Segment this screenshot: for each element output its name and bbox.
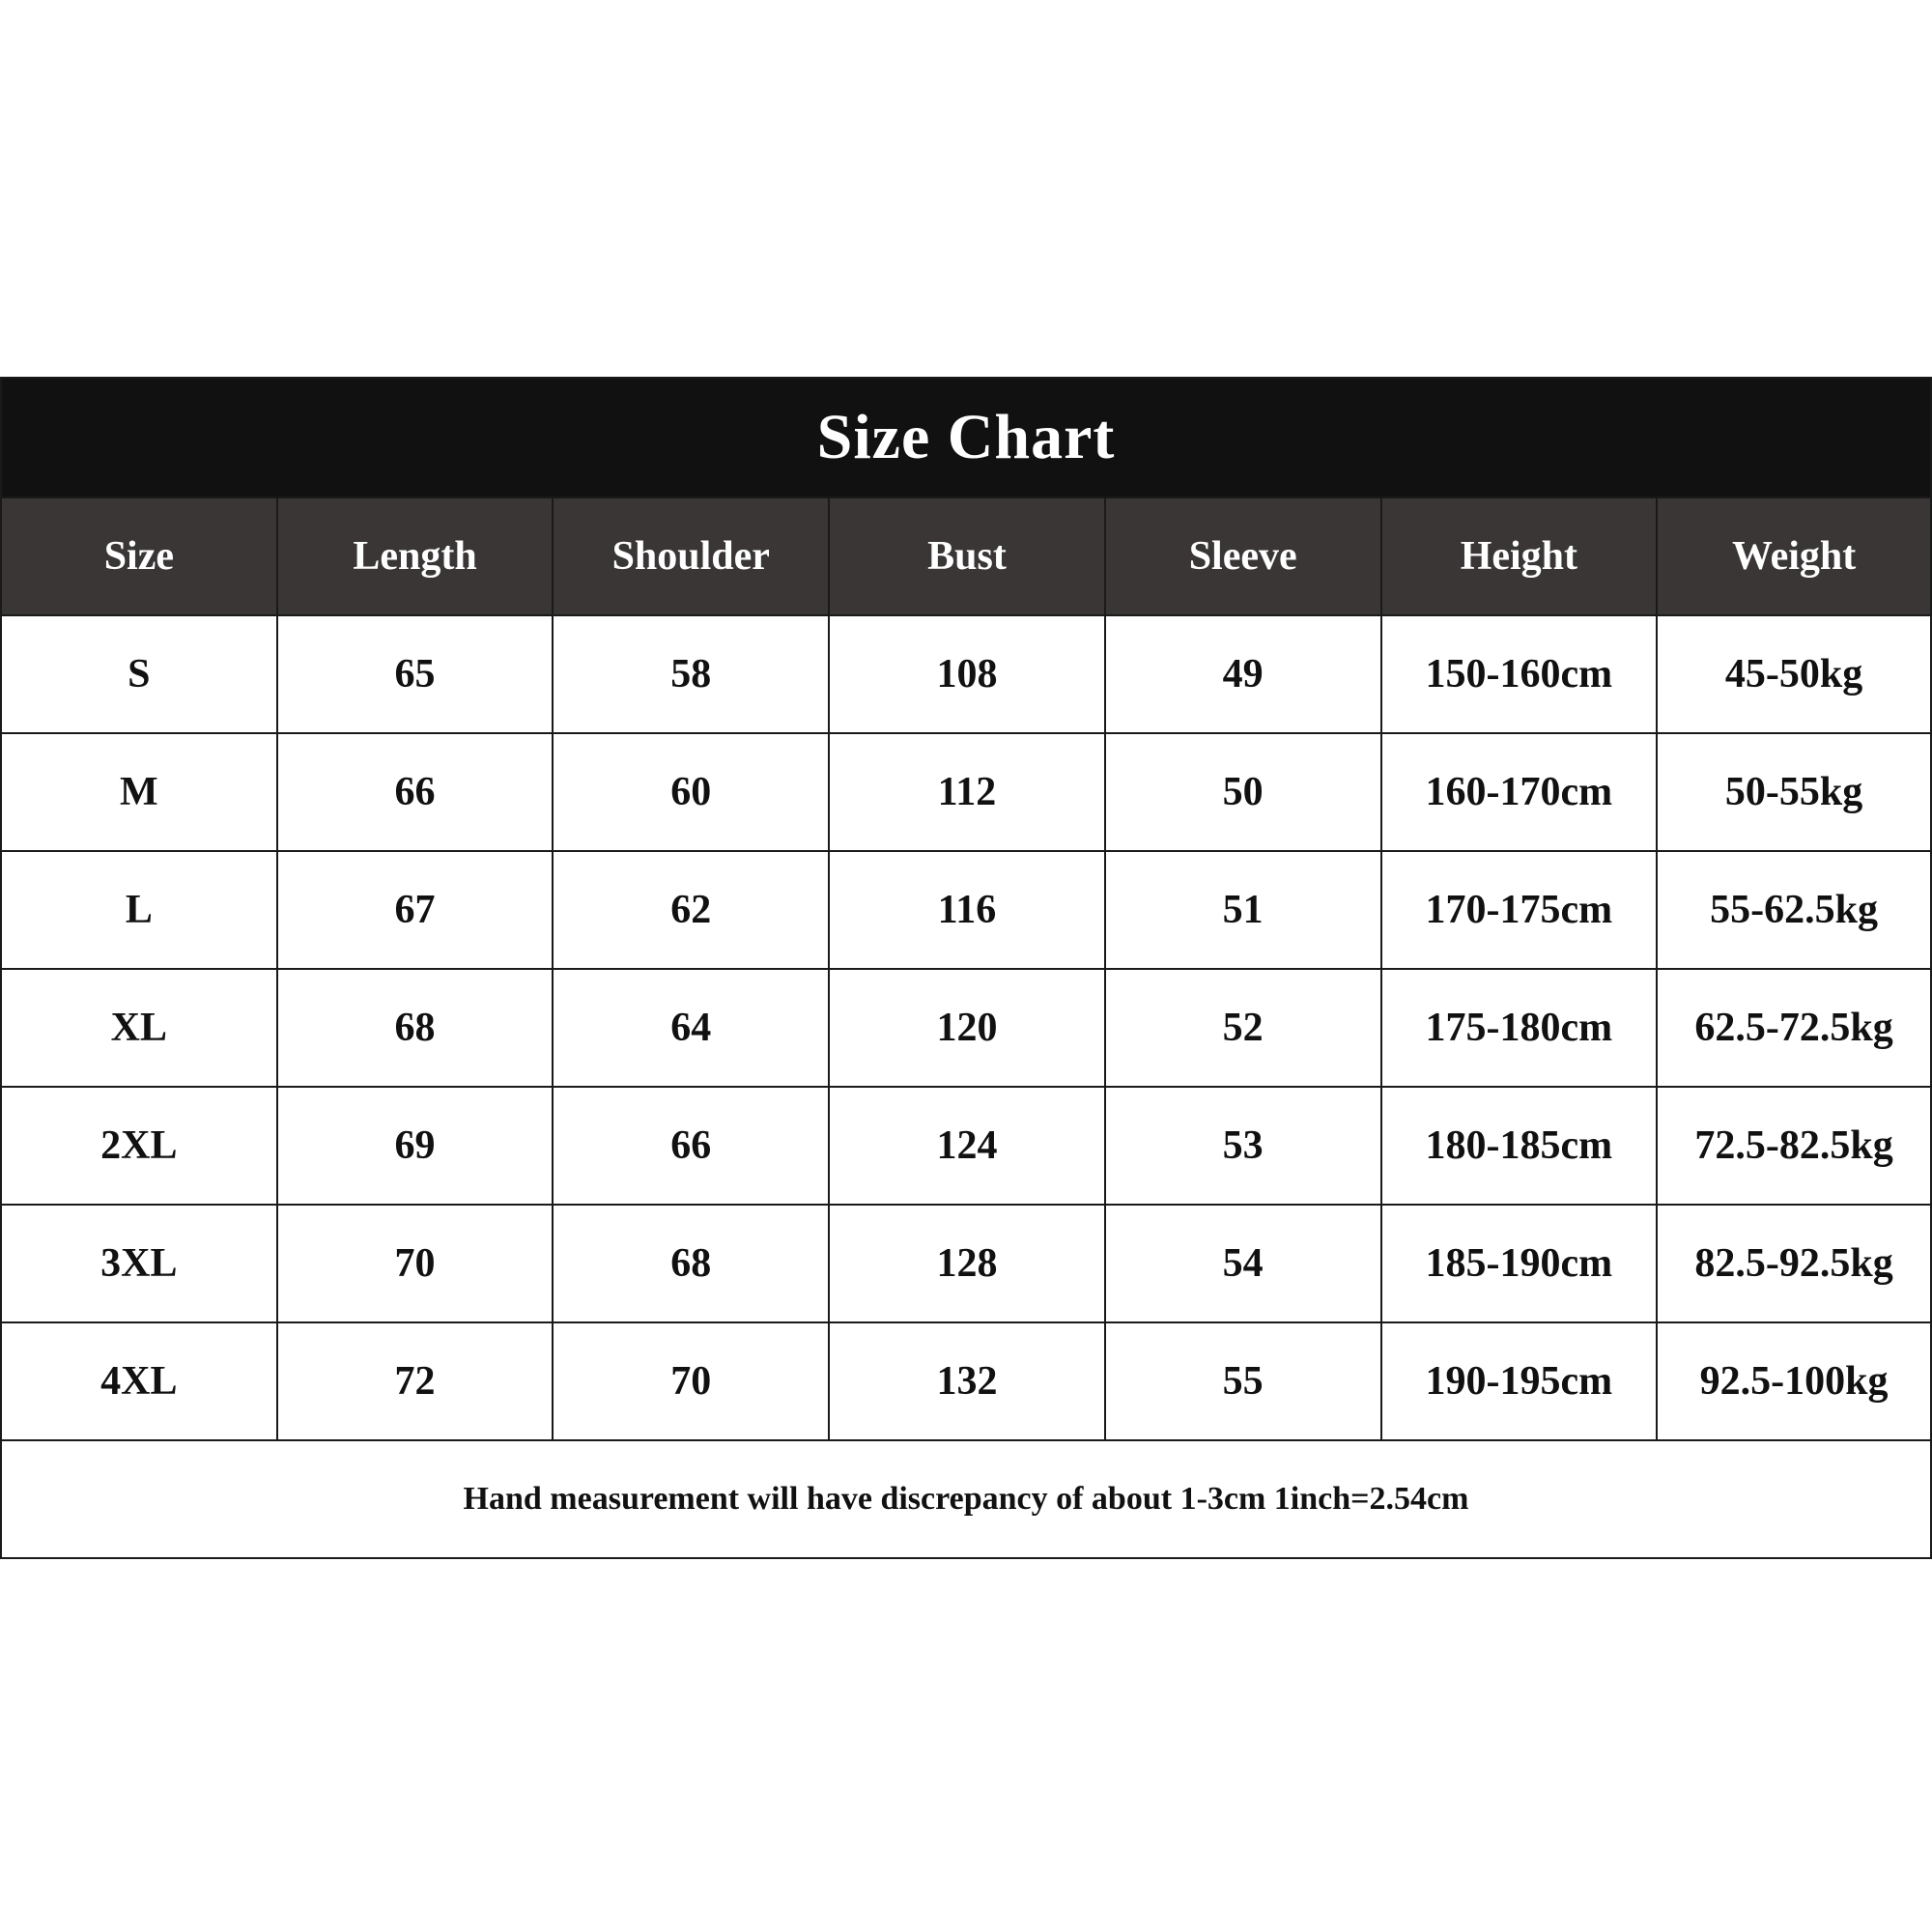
weight-cell: 62.5-72.5kg [1657, 969, 1931, 1087]
table-row [1, 1205, 1931, 1322]
shoulder-cell: 68 [553, 1205, 829, 1322]
size-cell: 4XL [1, 1322, 277, 1440]
length-cell: 70 [277, 1205, 554, 1322]
sleeve-cell: 51 [1105, 851, 1381, 969]
size-cell: M [1, 733, 277, 851]
height-cell: 160-170cm [1381, 733, 1658, 851]
table-row [1, 615, 1931, 733]
shoulder-cell: 64 [553, 969, 829, 1087]
column-header-bust: Bust [829, 497, 1105, 615]
length-cell: 65 [277, 615, 554, 733]
size-cell: 2XL [1, 1087, 277, 1205]
sleeve-cell: 50 [1105, 733, 1381, 851]
table-row [1, 1087, 1931, 1205]
chart-title: Size Chart [1, 378, 1931, 497]
table-row [1, 969, 1931, 1087]
length-cell: 68 [277, 969, 554, 1087]
weight-cell: 82.5-92.5kg [1657, 1205, 1931, 1322]
shoulder-cell: 62 [553, 851, 829, 969]
height-cell: 190-195cm [1381, 1322, 1658, 1440]
height-cell: 180-185cm [1381, 1087, 1658, 1205]
table-row [1, 1322, 1931, 1440]
column-header-size: Size [1, 497, 277, 615]
height-cell: 185-190cm [1381, 1205, 1658, 1322]
weight-cell: 50-55kg [1657, 733, 1931, 851]
size-cell: S [1, 615, 277, 733]
length-cell: 69 [277, 1087, 554, 1205]
column-header-sleeve: Sleeve [1105, 497, 1381, 615]
column-header-length: Length [277, 497, 554, 615]
column-header-height: Height [1381, 497, 1658, 615]
sleeve-cell: 55 [1105, 1322, 1381, 1440]
weight-cell: 92.5-100kg [1657, 1322, 1931, 1440]
bust-cell: 116 [829, 851, 1105, 969]
size-cell: L [1, 851, 277, 969]
shoulder-cell: 70 [553, 1322, 829, 1440]
size-chart-table [0, 377, 1932, 1559]
bust-cell: 108 [829, 615, 1105, 733]
table-row [1, 733, 1931, 851]
sleeve-cell: 54 [1105, 1205, 1381, 1322]
height-cell: 175-180cm [1381, 969, 1658, 1087]
height-cell: 170-175cm [1381, 851, 1658, 969]
shoulder-cell: 60 [553, 733, 829, 851]
height-cell: 150-160cm [1381, 615, 1658, 733]
shoulder-cell: 58 [553, 615, 829, 733]
length-cell: 72 [277, 1322, 554, 1440]
column-header-weight: Weight [1657, 497, 1931, 615]
measurement-note: Hand measurement will have discrepancy of about 1-3cm 1inch=2.54cm [1, 1440, 1931, 1558]
header-row [1, 497, 1931, 615]
weight-cell: 72.5-82.5kg [1657, 1087, 1931, 1205]
bust-cell: 132 [829, 1322, 1105, 1440]
size-cell: XL [1, 969, 277, 1087]
sleeve-cell: 52 [1105, 969, 1381, 1087]
sleeve-cell: 49 [1105, 615, 1381, 733]
sleeve-cell: 53 [1105, 1087, 1381, 1205]
size-cell: 3XL [1, 1205, 277, 1322]
column-header-shoulder: Shoulder [553, 497, 829, 615]
length-cell: 67 [277, 851, 554, 969]
bust-cell: 124 [829, 1087, 1105, 1205]
weight-cell: 45-50kg [1657, 615, 1931, 733]
weight-cell: 55-62.5kg [1657, 851, 1931, 969]
bust-cell: 128 [829, 1205, 1105, 1322]
bust-cell: 120 [829, 969, 1105, 1087]
length-cell: 66 [277, 733, 554, 851]
table-row [1, 851, 1931, 969]
shoulder-cell: 66 [553, 1087, 829, 1205]
bust-cell: 112 [829, 733, 1105, 851]
